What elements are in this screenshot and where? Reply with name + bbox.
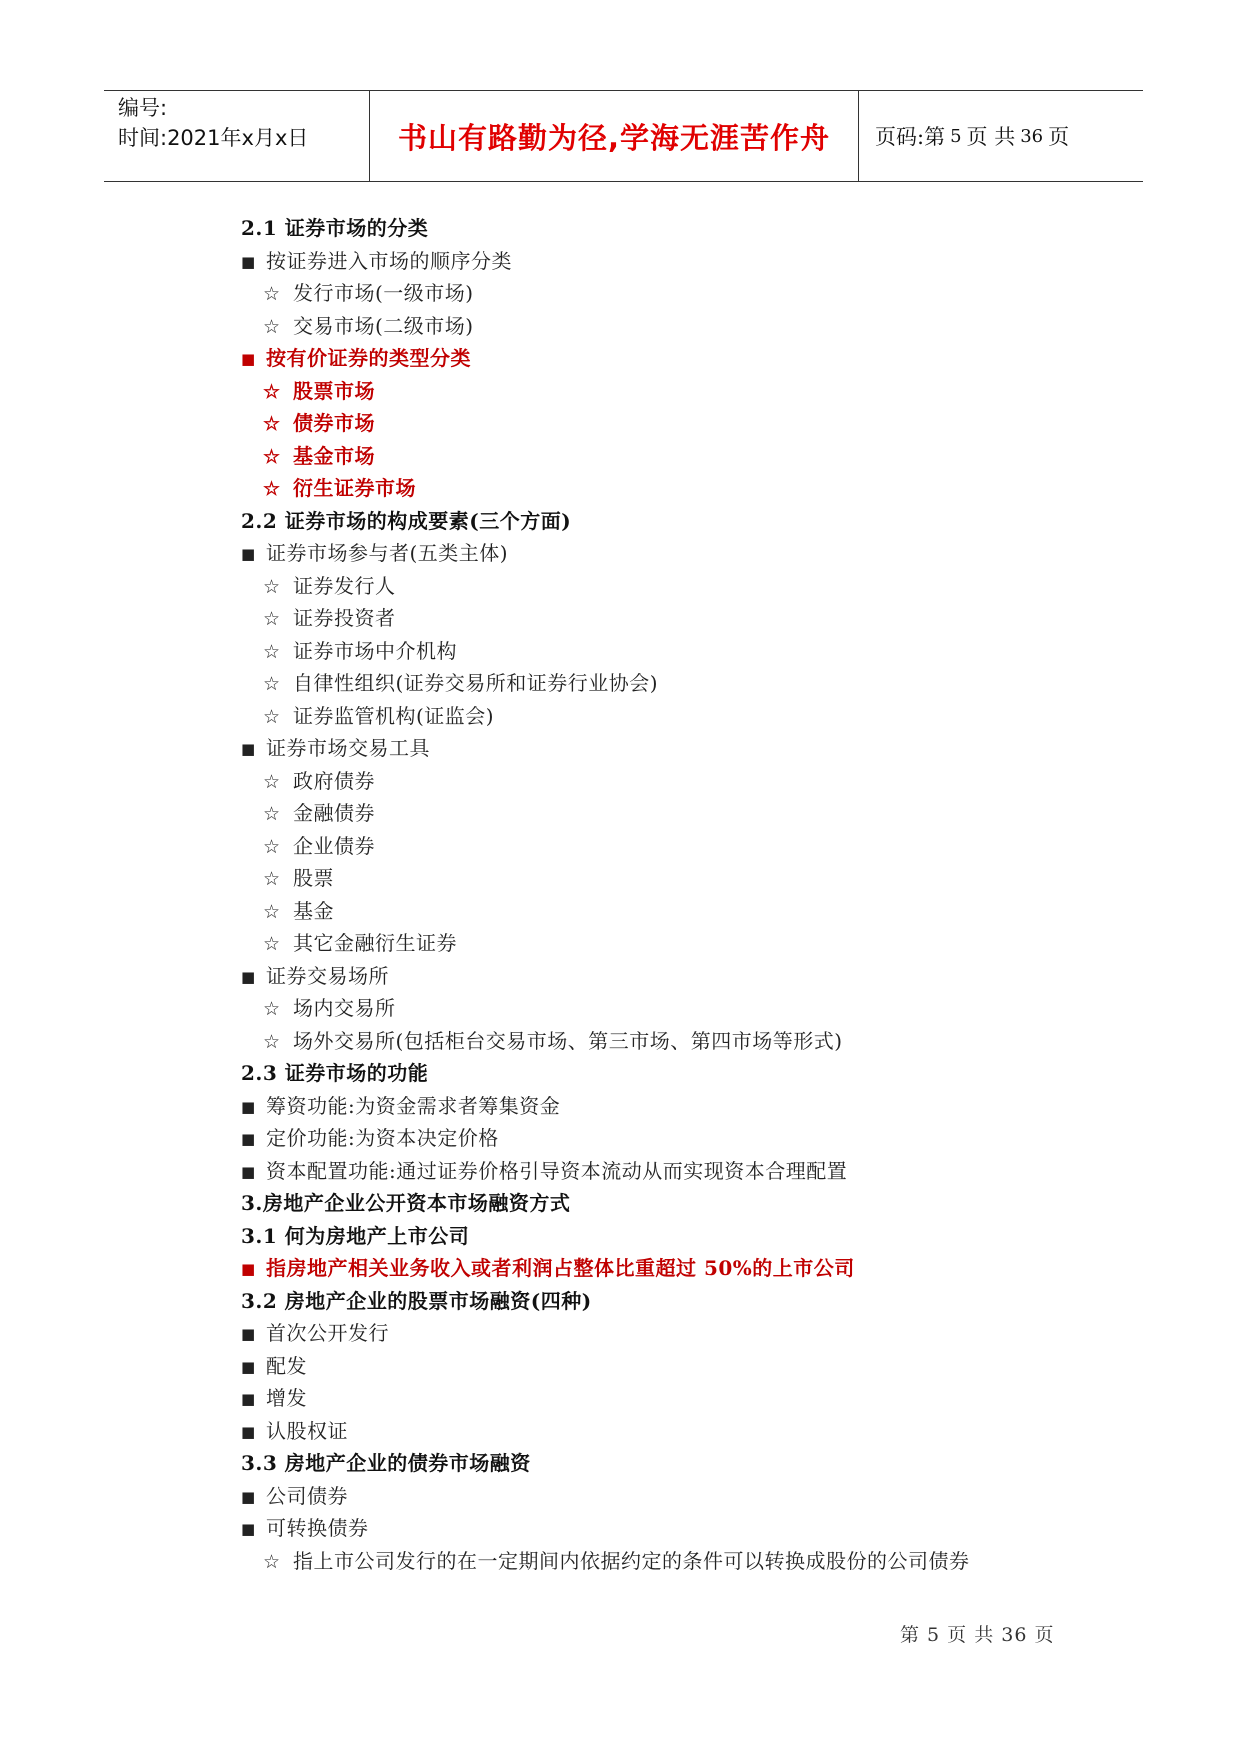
star-outline-icon: ☆ — [263, 705, 281, 728]
line-text: 增发 — [266, 1386, 307, 1410]
star-outline-icon: ☆ — [263, 900, 281, 923]
line-text: 指房地产相关业务收入或者利润占整体比重超过 50%的上市公司 — [266, 1256, 855, 1280]
star-outline-icon: ☆ — [263, 673, 281, 695]
line-text: 其它金融衍生证券 — [293, 931, 457, 955]
sub-item — [241, 927, 1141, 960]
line-text: 3.1 何为房地产上市公司 — [241, 1223, 470, 1248]
bullet-item — [241, 1415, 1141, 1448]
line-text: 证券投资者 — [293, 606, 396, 630]
sub-item — [241, 667, 1141, 700]
line-text: 指上市公司发行的在一定期间内依据约定的条件可以转换成股份的公司债券 — [293, 1548, 970, 1573]
line-text: 按有价证券的类型分类 — [266, 346, 471, 370]
star-outline-icon: ☆ — [263, 640, 281, 663]
line-text: 2.1 证券市场的分类 — [241, 216, 429, 240]
line-text: 2.2 证券市场的构成要素(三个方面) — [241, 508, 572, 533]
star-outline-icon: ☆ — [263, 803, 281, 825]
line-text: 3.3 房地产企业的债券市场融资 — [241, 1451, 531, 1475]
header-page-number — [859, 91, 1143, 181]
serial-label: 编号: — [118, 96, 168, 120]
sub-item — [241, 1025, 1141, 1058]
square-bullet-icon: ■ — [241, 1097, 256, 1116]
header-meta — [104, 91, 369, 181]
section-heading — [241, 212, 1141, 245]
sub-item — [241, 797, 1141, 830]
square-bullet-icon: ■ — [241, 545, 256, 563]
line-text: 股票 — [293, 866, 334, 890]
line-text: 基金 — [293, 898, 334, 923]
line-text: 按证券进入市场的顺序分类 — [266, 248, 512, 273]
square-bullet-icon: ■ — [241, 967, 256, 986]
line-text: 股票市场 — [293, 378, 375, 403]
square-bullet-icon: ■ — [241, 1260, 256, 1278]
star-outline-icon: ☆ — [263, 283, 281, 305]
line-text: 筹资功能:为资金需求者筹集资金 — [266, 1093, 561, 1118]
bullet-item — [241, 245, 1141, 278]
star-outline-icon: ☆ — [263, 835, 281, 858]
sub-item — [241, 895, 1141, 928]
section-heading — [241, 1220, 1141, 1253]
line-text: 场内交易所 — [293, 996, 396, 1020]
line-text: 2.3 证券市场的功能 — [241, 1061, 429, 1085]
sub-item — [241, 1545, 1141, 1578]
page-suffix: 页 — [1048, 125, 1070, 149]
sub-item — [241, 862, 1141, 895]
line-text: 交易市场(二级市场) — [293, 313, 474, 338]
page-total: 36 — [1020, 125, 1044, 147]
square-bullet-icon: ■ — [241, 740, 256, 758]
sub-item — [241, 602, 1141, 635]
line-text: 证券市场中介机构 — [293, 638, 457, 663]
bullet-item — [241, 1122, 1141, 1155]
line-text: 企业债券 — [293, 833, 375, 858]
line-text: 公司债券 — [266, 1483, 348, 1508]
page-current: 5 — [950, 125, 962, 147]
square-bullet-icon: ■ — [241, 1162, 256, 1181]
bullet-item — [241, 960, 1141, 993]
line-text: 金融债券 — [293, 801, 375, 825]
bullet-item — [241, 1382, 1141, 1415]
line-text: 发行市场(一级市场) — [293, 281, 474, 305]
line-text: 债券市场 — [293, 411, 375, 435]
star-outline-icon: ☆ — [263, 1030, 281, 1053]
bullet-item — [241, 1350, 1141, 1383]
sub-item — [241, 992, 1141, 1025]
square-bullet-icon: ■ — [241, 1487, 256, 1506]
sub-item — [241, 277, 1141, 310]
bullet-item — [241, 1317, 1141, 1350]
line-text: 场外交易所(包括柜台交易市场、第三市场、第四市场等形式) — [293, 1028, 843, 1053]
square-bullet-icon: ■ — [241, 1130, 256, 1148]
line-text: 政府债券 — [293, 768, 375, 793]
line-text: 基金市场 — [293, 443, 375, 468]
bullet-item — [241, 342, 1141, 375]
line-text: 资本配置功能:通过证券价格引导资本流动从而实现资本合理配置 — [266, 1158, 848, 1183]
square-bullet-icon: ■ — [241, 1357, 256, 1376]
document-body — [241, 212, 1141, 1577]
sub-item — [241, 472, 1141, 505]
sub-item — [241, 570, 1141, 603]
line-text: 证券市场交易工具 — [266, 736, 430, 760]
line-text: 定价功能:为资本决定价格 — [266, 1126, 499, 1150]
line-text: 3.房地产企业公开资本市场融资方式 — [241, 1191, 571, 1215]
bullet-item — [241, 1512, 1141, 1545]
star-outline-icon: ☆ — [263, 413, 281, 435]
square-bullet-icon: ■ — [241, 1390, 256, 1408]
star-outline-icon: ☆ — [263, 380, 281, 403]
section-heading — [241, 1447, 1141, 1480]
star-outline-icon: ☆ — [263, 608, 281, 630]
bullet-item — [241, 1480, 1141, 1513]
sub-item — [241, 765, 1141, 798]
section-heading — [241, 1285, 1141, 1318]
star-outline-icon: ☆ — [263, 998, 281, 1020]
sub-item — [241, 407, 1141, 440]
sub-item — [241, 635, 1141, 668]
star-outline-icon: ☆ — [263, 478, 281, 500]
star-outline-icon: ☆ — [263, 575, 281, 598]
sub-item — [241, 310, 1141, 343]
square-bullet-icon: ■ — [241, 252, 256, 271]
sub-item — [241, 440, 1141, 473]
star-outline-icon: ☆ — [263, 868, 281, 890]
section-heading — [241, 1187, 1141, 1220]
bullet-item — [241, 732, 1141, 765]
star-outline-icon: ☆ — [263, 315, 281, 338]
star-outline-icon: ☆ — [263, 770, 281, 793]
line-text: 首次公开发行 — [266, 1321, 389, 1345]
sub-item — [241, 375, 1141, 408]
line-text: 证券市场参与者(五类主体) — [266, 541, 509, 565]
bullet-item — [241, 1090, 1141, 1123]
line-text: 配发 — [266, 1353, 307, 1378]
bullet-item — [241, 1155, 1141, 1188]
page-footer: 第 5 页 共 36 页 — [900, 1624, 1055, 1646]
section-heading — [241, 1057, 1141, 1090]
time-label: 时间:2021年x月x日 — [118, 126, 309, 150]
line-text: 可转换债券 — [266, 1516, 369, 1540]
line-text: 证券交易场所 — [266, 963, 389, 988]
sub-item — [241, 700, 1141, 733]
sub-item — [241, 830, 1141, 863]
square-bullet-icon: ■ — [241, 1422, 256, 1441]
section-heading — [241, 505, 1141, 538]
line-text: 自律性组织(证券交易所和证券行业协会) — [293, 671, 659, 695]
line-text: 证券发行人 — [293, 573, 396, 598]
line-text: 衍生证券市场 — [293, 476, 416, 500]
line-text: 证券监管机构(证监会) — [293, 703, 495, 728]
page-mid: 页 共 — [966, 125, 1016, 149]
header-motto: 书山有路勤为径,学海无涯苦作舟 — [369, 91, 859, 181]
star-outline-icon: ☆ — [263, 933, 281, 955]
bullet-item — [241, 1252, 1141, 1285]
star-outline-icon: ☆ — [263, 445, 281, 468]
square-bullet-icon: ■ — [241, 1520, 256, 1538]
page-header — [104, 90, 1143, 182]
star-outline-icon: ☆ — [263, 1550, 281, 1573]
line-text: 3.2 房地产企业的股票市场融资(四种) — [241, 1288, 592, 1313]
line-text: 认股权证 — [266, 1418, 348, 1443]
square-bullet-icon: ■ — [241, 350, 256, 368]
page-prefix: 页码:第 — [875, 125, 946, 149]
square-bullet-icon: ■ — [241, 1325, 256, 1343]
bullet-item — [241, 537, 1141, 570]
